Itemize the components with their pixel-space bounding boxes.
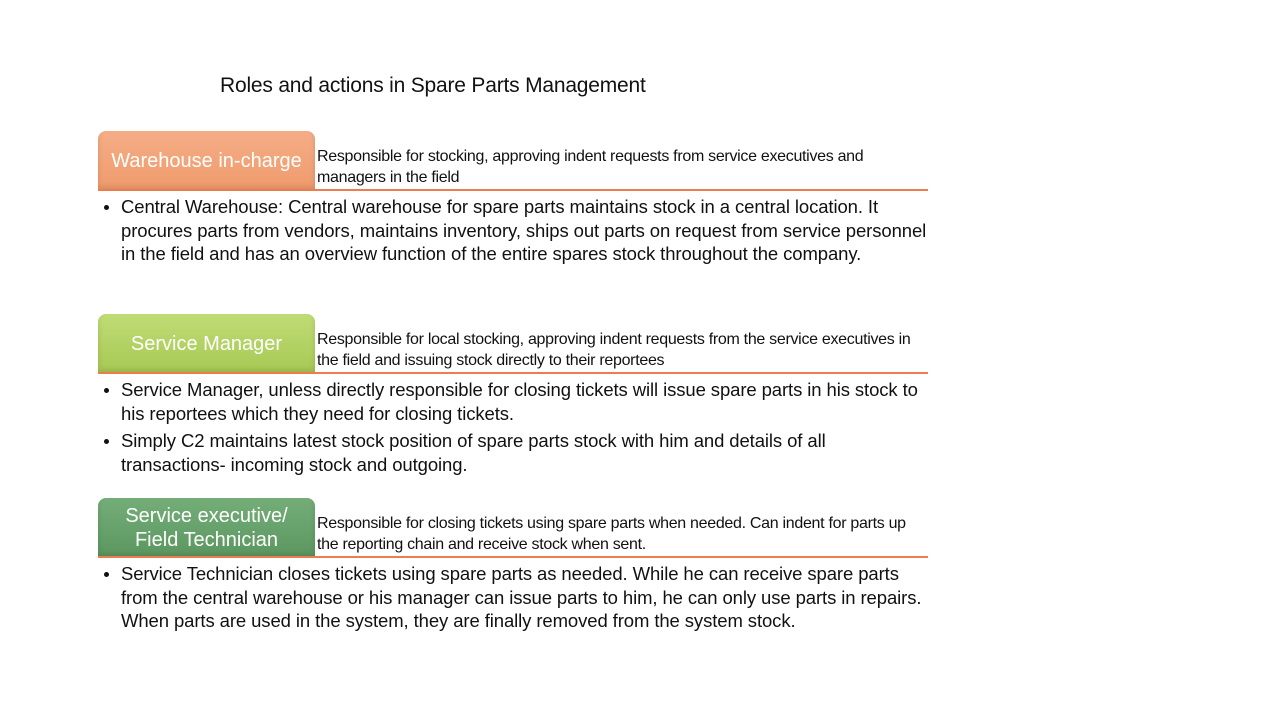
bullet-icon xyxy=(104,439,109,444)
bullet-item xyxy=(98,562,928,633)
bullet-list xyxy=(98,195,928,266)
bullet-text: Central Warehouse: Central warehouse for spare parts maintains stock in a central location. It procures parts from vendors, maintains inventory, ships out parts on request from service personnel in the field and has an overview function of the entire spares stock throughout the company. xyxy=(121,196,927,264)
bullet-icon xyxy=(104,205,109,210)
section-header xyxy=(98,131,928,191)
role-label: Service Manager xyxy=(130,333,283,355)
role-summary: Responsible for local stocking, approving indent requests from the service executives in the field and issuing stock directly to their reportees xyxy=(317,331,911,369)
section-header xyxy=(98,314,928,374)
bullet-item xyxy=(98,195,928,266)
divider-line xyxy=(98,189,928,191)
section-field-technician xyxy=(98,498,928,637)
bullet-item xyxy=(98,429,928,476)
bullet-list xyxy=(98,378,928,476)
role-box-field-technician xyxy=(98,498,315,558)
bullet-icon xyxy=(104,572,109,577)
divider-line xyxy=(98,372,928,374)
role-label: Service executive/ Field Technician xyxy=(125,505,288,551)
bullet-text: Service Technician closes tickets using spare parts as needed. While he can receive spare parts from the central warehouse or his manager can issue parts to him, he can only use parts in repairs. When parts are used in the system, they are finally removed from the system stock. xyxy=(121,563,922,631)
role-box-service-manager xyxy=(98,314,315,374)
bullet-text: Simply C2 maintains latest stock position of spare parts stock with him and details of all transactions- incoming stock and outgoing. xyxy=(121,430,826,475)
bullet-list xyxy=(98,562,928,633)
section-warehouse-incharge xyxy=(98,131,928,270)
bullet-item xyxy=(98,378,928,425)
role-label: Warehouse in-charge xyxy=(111,150,302,172)
bullet-icon xyxy=(104,388,109,393)
role-box-warehouse-incharge xyxy=(98,131,315,191)
bullet-text: Service Manager, unless directly responsible for closing tickets will issue spare parts in his stock to his reportees which they need for closing tickets. xyxy=(121,379,918,424)
section-service-manager xyxy=(98,314,928,480)
role-summary: Responsible for stocking, approving indent requests from service executives and managers in the field xyxy=(317,148,864,186)
divider-line xyxy=(98,556,928,558)
slide-title: Roles and actions in Spare Parts Management xyxy=(220,74,646,97)
section-header xyxy=(98,498,928,558)
role-summary: Responsible for closing tickets using spare parts when needed. Can indent for parts up the reporting chain and receive stock when sent. xyxy=(317,515,906,553)
